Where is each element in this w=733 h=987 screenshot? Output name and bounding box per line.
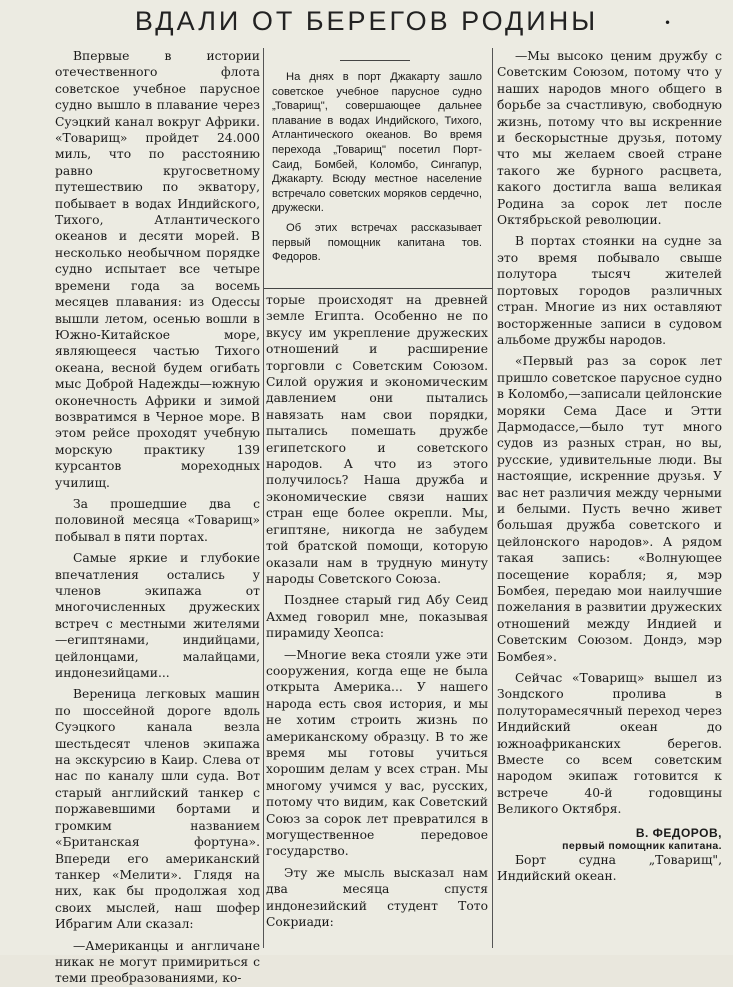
column-rule-right [492, 48, 493, 948]
signature-author: В. ФЕДОРОВ, [635, 825, 722, 840]
paragraph: Самые яркие и глубокие впечатления остались у членов экипажа от многочисленных дружеских встреч с местными жителями—египтянами, индийцами, цейлонцами, малайцами, индонезийцами... [55, 551, 260, 681]
lead-paragraph: Об этих встречах рассказывает первый помощник капитана тов. Федоров. [272, 221, 482, 264]
paragraph: —Многие века стояли уже эти сооружения, когда еще не была открыта Америка... У нашего народа есть своя история, и мы не хотим строить жизнь по американскому образцу. В то же время мы готовы учиться хорошим делам у всех стран. Мы многому учимся у вас, русских, потому что видим, как Советский Союз за сорок лет превратился в могущественное передовое государство. [266, 647, 488, 859]
signature-role: первый помощник капитана. [562, 839, 722, 852]
paragraph: Эту же мысль высказал нам два месяца спустя индонезийский студент Тото Сокриади: [266, 865, 488, 930]
paragraph: За прошедшие два с половиной месяца «Товарищ» побывал в пяти портах. [55, 496, 260, 544]
paragraph: Сейчас «Товарищ» вышел из Зондского пролива в полуторамесячный переход через Индийский океан до южноафриканских берегов. Вместе со всем советским народом экипаж готовится к встрече 40-й годовщины Великого Октября. [497, 671, 722, 817]
column-rule-left [263, 48, 264, 948]
article-lead [272, 70, 482, 286]
signature-place: Борт судна „Товарищ", Индийский океан. [497, 852, 722, 884]
lead-rule-top [340, 60, 410, 61]
article-column-2 [266, 292, 488, 952]
paragraph: Позднее старый гид Абу Сеид Ахмед говорил мне, показывая пирамиду Хеопса: [266, 593, 488, 641]
paragraph: Вереница легковых машин по шоссейной дороге вдоль Суэцкого канала везла шестьдесят членов экипажа на экскурсию в Каир. Слева от нас по каналу шли суда. Вот старый английский танкер с поржавевшими бортами и громким названием «Британская фортуна». Впереди его американский танкер «Мелити». Глядя на них, как бы продолжая ход своих мыслей, наш шофер Ибрагим Али сказал: [55, 687, 260, 932]
headline-ornament: • [664, 16, 672, 30]
paragraph: —Мы высоко ценим дружбу с Советским Союзом, потому что у наших народов много общего в борьбе за счастливую, свободную жизнь, потому что вы искренние и бескорыстные друзья, потому что мы желаем своей стране такого же бурного расцвета, какого достигла ваша великая Родина за сорок лет после Октябрьской революции. [497, 49, 722, 228]
lead-paragraph: На днях в порт Джакарту зашло советское учебное парусное судно „Товарищ", совершающее дальнее плавание в водах Индийского, Тихого, Атлантического океанов. Во время перехода „Товарищ" посетил Порт-Саид, Бомбей, Коломбо, Сингапур, Джакарту. Всюду местное население встречало советских моряков сердечно, дружески. [272, 71, 482, 215]
paragraph: —Американцы и англичане никак не могут примириться с теми преобразованиями, ко- [55, 938, 260, 986]
paragraph: Впервые в истории отечественного флота советское учебное парусное судно вышло в плавание через Суэцкий канал вокруг Африки. «Товарищ» пройдет 24.000 миль, что по расстоянию равно кругосветному путешествию по экватору, побывает в водах Индийского, Тихого, Атлантического океанов и десяти морей. В несколько необычном порядке судно испытает все четыре времени года за восемь месяцев плавания: из Одессы вышли летом, осенью вошли в Южно-Китайское море, являющееся частью Тихого океана, весной будем огибать мыс Доброй Надежды—южную оконечность Африки и зимой возвратимся в Черное море. В этом рейсе проходят учебную морскую практику 139 курсантов мореходных училищ. [55, 49, 260, 490]
paragraph: В портах стоянки на судне за это время побывало свыше полутора тысяч жителей портовых городов различных стран. Многие из них оставляют восторженные записи в судовом альбоме дружбы народов. [497, 234, 722, 347]
article-column-3 [497, 48, 722, 948]
lead-rule-bottom [264, 288, 492, 289]
article-column-1 [55, 48, 260, 986]
headline: ВДАЛИ ОТ БЕРЕГОВ РОДИНЫ [134, 6, 599, 36]
paragraph: «Первый раз за сорок лет пришло советское парусное судно в Коломбо,—записали цейлонские моряки Сема Дасе и Этти Дармодассе,—было тут много судов из разных стран, но вы, русские, удивительные люди. Вы настоящие, искренние друзья. У вас нет различия между черными и белыми. Пусть вечно живет большая дружба советского и цейлонского народов». А рядом такая запись: «Волнующее посещение корабля; я, мэр Бомбея, передаю мои наилучшие пожелания в развитии дружеских отношений между Индией и Советским Союзом. Дондэ, мэр Бомбея». [497, 354, 722, 664]
paragraph: торые происходят на древней земле Египта. Особенно не по вкусу им укрепление дружеских отношений и расширение торговли с Советским Союзом. Силой оружия и экономическим давлением они пытались навязать нам свои порядки, пытались помешать дружбе египетского и советского народов. А что из этого получилось? Наша дружба и экономические связи наших стран еще более окрепли. Мы, египтяне, никогда не забудем той братской помощи, которую оказали нам в трудную минуту народы Советского Союза. [266, 293, 488, 586]
